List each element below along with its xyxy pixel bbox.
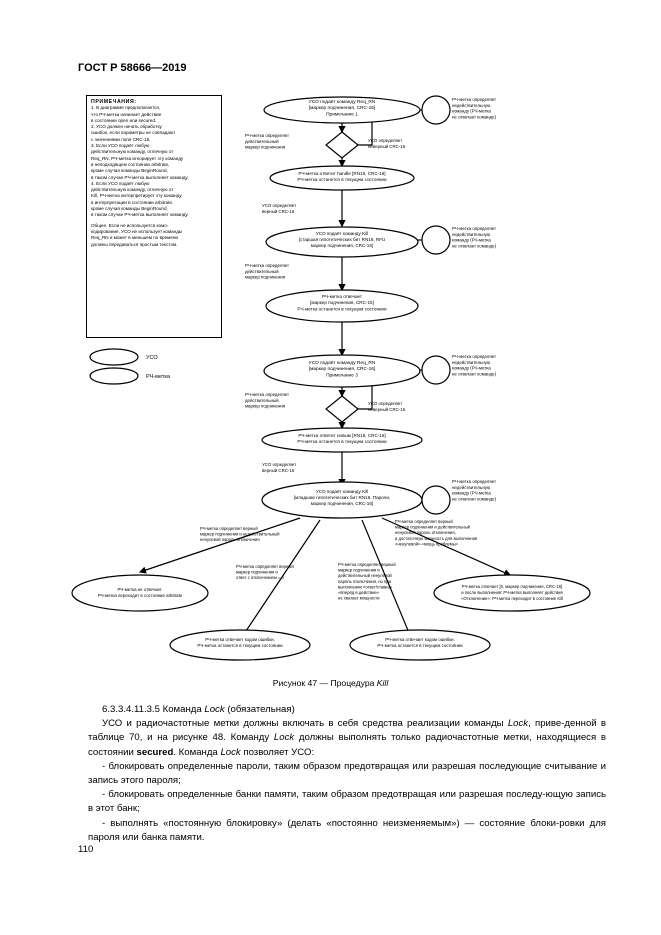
diagram-label-e3: УСО подаёт команду Kill [старшая гипотетических бит RN16, RFU маркер подчинения, CRC-16] [298, 231, 386, 248]
notes-line: кроме случая команды BeginRound, [91, 206, 168, 212]
notes-line: в неподходящем состоянии arbitrate, [91, 161, 170, 167]
figure-caption [0, 678, 661, 688]
diagram-label-b1: РЧ-метка определяет верный маркер подчинения и недействительный ненулевой пароль отключения [200, 526, 280, 543]
diagram-label-b4: РЧ-метка определяет верный маркер подчинения и действительный ненулевой пароль отключения, но при выполнении «ответ/ставка» «вперёд в действие» не хватает мощности [338, 562, 396, 601]
diagram-label-l6: УСО определяет верный CRC-16 [262, 462, 297, 473]
diagram-label-e6: РЧ-метка ответит новым [RN16, CRC-16] РЧ-метка останется в текущем состоянии [297, 433, 387, 445]
diagram-label-o2: РЧ-метка отвечает [0, маркер подчинения, CRC-16] и после выполнения: РЧ-метка выполняет действия «Отключение»: РЧ-метка переходит в состояние Kill [461, 584, 563, 601]
diagram-label-l5: РЧ-метка определяет действительный маркер подчинения [245, 392, 290, 409]
document-header: ГОСТ Р 58666—2019 [78, 62, 187, 74]
body-text [88, 703, 606, 845]
diagram-text [98, 97, 563, 648]
diagram-label-d5: УСО определяет неверный CRC-16 [368, 401, 406, 412]
notes-line: Req_RN и может в меньшем по времени [91, 235, 178, 241]
notes-line: в таком случае РЧ-метка выполняет команду. [91, 212, 189, 218]
decision-diamond-2 [326, 396, 358, 422]
diagram-label-r7: РЧ-метка определяет недействительную команду (РЧ-метка не отвечает команде) [452, 479, 497, 502]
diagram-label-e2: РЧ-метка ответит handle [RN16, CRC-16] РЧ-метка останется в текущем состоянии [297, 171, 387, 183]
decision-diamond-1 [326, 132, 358, 158]
legend-tag-ellipse [90, 368, 138, 384]
diagram-label-r3: РЧ-метка определяет недействительную команду (РЧ-метка не отвечает команде) [452, 226, 497, 249]
uco-kill-ellipse-2 [262, 482, 422, 518]
notes-line: в таком случае РЧ-метка выполняет команду. [91, 174, 189, 180]
diagram-label-d1: УСО определяет неверный CRC-16 [368, 138, 406, 149]
list-item-3: - выполнять «постоянную блокировку» (делать «постоянно неизменяемым») — состояние блоки-ровки для пароля или банка памяти. [88, 817, 606, 843]
tag-circle-4 [422, 486, 450, 514]
diagram-label-r1: РЧ-метка определяет недействительную команду (РЧ-метка не отвечает команде) [452, 97, 497, 120]
section-heading: 6.3.3.4.11.3.5 Команда Lock (обязательная) [102, 704, 295, 715]
diagram-label-e5: УСО подаёт команду Req_RN [маркер подчинения, CRC-16] Примечание 3 [308, 361, 376, 379]
diagram-label-o4: РЧ-метка отвечает кодом ошибки. РЧ-метка останется в текущем состоянии [377, 637, 463, 648]
notes-line: 3. Если УСО подаёт любую [91, 143, 150, 149]
notes-line: кодирование, УСО не использует команды [91, 228, 183, 234]
notes-title: ПРИМЕЧАНИЯ: [91, 99, 137, 105]
notes-line: 1. В диаграмме предполагается, [91, 105, 161, 111]
diagram-label-r5: РЧ-метка определяет недействительную команду (РЧ-метка не отвечает команде) [452, 354, 497, 377]
notes-line: Kill, РЧ-метка интерпретирует эту команду [91, 193, 182, 199]
diagram-label-l3: РЧ-метка определяет действительный маркер подчинения [245, 263, 290, 280]
legend-uco-ellipse [90, 349, 138, 365]
tag-circle-2 [422, 226, 450, 254]
diagram-label-e7: УСО подаёт команду Kill [младшие гипотетических бит RN16, Пароли, маркер подчинения, CRC-16] [293, 489, 391, 506]
diagram-label-o1: РЧ-метка не отвечает. РЧ-метка переходит в состояние arbitrate [97, 587, 183, 598]
diagram-label-l2: УСО определяет верный CRC-16 [262, 203, 297, 214]
diagram-label-l1: РЧ-метка определяет действительный маркер подчинения [245, 133, 290, 150]
diagram-label-b2: РЧ-метка определяет верный маркер подчинения и действительный ненулевой пароль отключения, и достаточную мощность для выполнения «ненулевой»-«мощь проблемы» [395, 519, 478, 547]
page-number: 110 [78, 844, 94, 855]
diagram-label-o3: РЧ-метка отвечает кодом ошибки. РЧ-метка останется в текущем состоянии [197, 637, 283, 648]
legend-uco-label: УСО [146, 355, 158, 361]
caption-prefix: Рисунок 47 — Процедура [272, 678, 377, 688]
notes-line: 2. УСО должен начать обработку [91, 124, 162, 130]
notes-line: ошибок, если параметры не совпадают [91, 130, 176, 136]
list-item-1: - блокировать определенные пароли, таким образом предотвращая или разрешая последующие считывание и запись этого пароля; [88, 760, 606, 787]
legend-tag-label: РЧ-метка [146, 374, 170, 380]
notes-line: в интерпретации в состоянии arbitrate, [91, 199, 174, 205]
notes-line: действительную команду, отличную от [91, 187, 174, 193]
notes-line: действительную команду, отличную от [91, 149, 174, 155]
tag-circle-1 [422, 96, 450, 124]
tag-circle-3 [422, 356, 450, 384]
paragraph-1: УСО и радиочастотные метки должны включать в себя средства реализации команды Lock, приве-денной в таблице 70, и на рисунке 48. Команду Lock должны выполнять только радиочастотные метки, находящиеся в состоянии secured. Команда Lock позволяет УСО: [88, 718, 606, 758]
caption-name: Kill [376, 678, 389, 688]
diagram-label-e4: РЧ-метка отвечает [маркер подчинения, CRC-16] РЧ-метка останется в текущем состоянии [297, 294, 387, 312]
notes-line: Req_RN, РЧ-метка игнорирует эту команду [91, 155, 184, 161]
notes-line: что РЧ-метка начинает действие [91, 111, 162, 117]
notes-line: с значениями поля CRC-16. [91, 136, 151, 142]
notes-line: 4. Если УСО подаёт любую [91, 180, 150, 186]
notes-line: должны передаваться простым текстом. [91, 241, 178, 247]
notes-line: кроме случая команды BeginRound, [91, 168, 168, 174]
notes-line: в состоянии open или secured. [91, 117, 157, 123]
diagram-label-b3: РЧ-метка определяет верный маркер подчинения и ответ с отключением = 0 [236, 564, 294, 581]
list-item-2: - блокировать определенные банки памяти, таким образом предотвращая или разрешая последу-ющую запись в этот банк; [88, 789, 606, 815]
diagram-label-e1: УСО подаёт команду Req_RN [маркер подчинения, CRC-16] Примечание 1 [308, 100, 376, 118]
notes-line: Общее. Если не используется комо- [91, 222, 169, 228]
